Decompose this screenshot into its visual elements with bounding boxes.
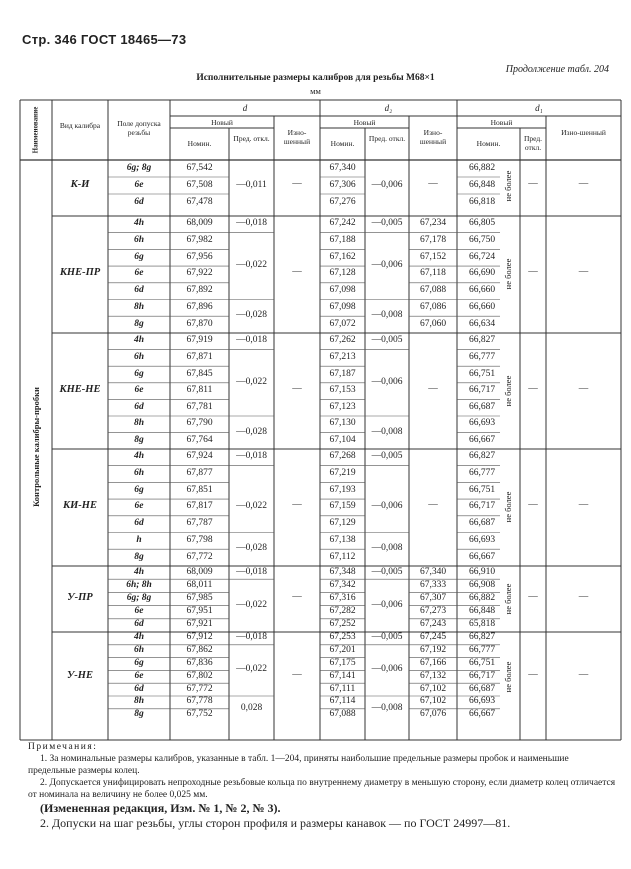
d1-new-header: Новый: [490, 118, 513, 127]
ne-bolee-label: не более: [502, 170, 513, 201]
d-worn-dash: —: [292, 267, 302, 278]
d-nominal: 67,892: [186, 285, 213, 296]
d-worn-dash: —: [292, 669, 302, 680]
tolerance-field: 6d: [134, 683, 144, 694]
d2-worn: 67,102: [419, 696, 447, 707]
d2-nominal: 67,188: [329, 235, 356, 246]
tolerance-field: 6d: [134, 401, 144, 412]
d-nominal: 67,922: [186, 268, 213, 279]
column-d1-header: d₁: [535, 103, 543, 113]
d2-worn-header: Изно-шенный: [419, 128, 447, 146]
table-continuation: Продолжение табл. 204: [505, 64, 609, 75]
d2-nominal: 67,282: [329, 606, 356, 617]
tolerance-field: 6g; 8g: [126, 593, 152, 603]
d-nominal: 67,985: [186, 593, 213, 603]
d2-worn: 67,243: [419, 619, 447, 630]
d2-worn-dash: —: [428, 384, 438, 395]
d1-nominal: 66,827: [468, 451, 496, 462]
d1-nominal: 66,724: [468, 251, 496, 262]
page-header: Стр. 346 ГОСТ 18465—73: [22, 32, 187, 47]
d2-worn: 67,234: [419, 218, 447, 229]
d-worn-dash: —: [292, 178, 302, 189]
d2-nominal: 67,088: [329, 709, 356, 720]
d-nominal: 68,009: [186, 218, 213, 229]
gauge-name: У-НЕ: [67, 669, 93, 681]
notes: [28, 741, 618, 831]
d1-nominal: 66,693: [468, 418, 496, 429]
deviation-value: —0,018: [236, 451, 267, 462]
gauge-name: КНЕ-НЕ: [59, 384, 101, 396]
deviation-value: —0,028: [236, 543, 267, 554]
d2-nominal: 67,348: [329, 566, 356, 577]
d1-nominal: 66,827: [468, 335, 496, 346]
tolerance-field: h: [136, 534, 142, 545]
gauge-name: КНЕ-ПР: [59, 267, 101, 279]
tolerance-field: 8h: [133, 418, 145, 429]
d2-nominal: 67,252: [329, 619, 356, 630]
deviation-value: —0,005: [371, 566, 403, 577]
d2-worn-dash: —: [428, 500, 438, 511]
d2-worn: 67,060: [419, 318, 447, 329]
deviation-value: —0,005: [371, 451, 403, 462]
d2-worn: 67,192: [419, 645, 447, 656]
tolerance-field: 4h: [133, 632, 145, 643]
note-1: 1. За номинальные размеры калибров, указанные в табл. 1—204, приняты наибольшие предельные размеры пробок и наименьшие предельные размеры колец.: [28, 754, 569, 776]
d2-nominal: 67,128: [329, 268, 356, 279]
d-nominal: 67,781: [186, 401, 213, 412]
deviation-value: —0,006: [371, 501, 403, 512]
table-title: Исполнительные размеры калибров для резьбы М68×1: [196, 73, 435, 83]
d1-nominal: 66,777: [468, 645, 496, 656]
d2-worn: 67,340: [419, 566, 447, 577]
deviation-value: —0,005: [371, 632, 403, 643]
d-nominal: 67,508: [186, 179, 213, 190]
note-2: 2. Допускается унифицировать непроходные резьбовые кольца по внутреннему диаметру в меньшую сторону, если диаметр колец отличается от номинала на величину не более 0,025 мм.: [28, 778, 616, 800]
tolerance-field: 6h; 8h: [126, 579, 152, 590]
d-nominal: 67,478: [186, 196, 213, 207]
deviation-value: —0,022: [236, 376, 267, 387]
d2-worn-dash: —: [428, 178, 438, 189]
d1-nominal: 66,687: [468, 401, 496, 412]
tolerance-field: 6d: [134, 196, 144, 207]
d2-nominal: 67,316: [329, 593, 356, 603]
deviation-value: —0,008: [371, 310, 403, 321]
d2-nominal: 67,072: [329, 318, 356, 329]
deviation-value: —0,011: [236, 179, 267, 190]
d1-nominal: 66,910: [468, 566, 496, 577]
d2-worn: 67,076: [419, 709, 447, 720]
d-nominal: 67,919: [186, 335, 213, 346]
deviation-value: —0,008: [371, 543, 403, 554]
table-unit: мм: [310, 86, 321, 96]
d2-nominal: 67,129: [329, 518, 356, 529]
d2-nominal: 67,098: [329, 285, 356, 296]
d2-nominal: 67,306: [329, 179, 356, 190]
d2-worn: 67,178: [419, 235, 447, 246]
d-nominal: 67,877: [186, 468, 213, 479]
d2-nominal: 67,111: [329, 683, 356, 694]
d2-nominal: 67,162: [329, 251, 356, 262]
tolerance-field: 6g: [134, 368, 144, 379]
d1-nominal: 66,827: [468, 632, 496, 643]
d2-nominal: 67,098: [329, 301, 356, 312]
d-worn-dash: —: [292, 384, 302, 395]
d2-nominal: 67,193: [329, 484, 356, 495]
d-nominal: 67,870: [186, 318, 213, 329]
deviation-value: —0,022: [236, 599, 267, 610]
d-nominal: 67,542: [186, 162, 213, 173]
d-nominal: 67,921: [186, 619, 213, 630]
note-3: 2. Допуски на шаг резьбы, углы сторон профиля и размеры канавок — по ГОСТ 24997—81.: [40, 816, 511, 830]
d1-pred-dash: —: [528, 592, 538, 602]
ne-bolee-label: не более: [502, 492, 513, 523]
tolerance-field: 6e: [134, 501, 144, 512]
d-new-header: Новый: [211, 118, 233, 127]
d1-nominal: 66,634: [468, 318, 496, 329]
ne-bolee-label: не более: [502, 661, 513, 693]
d2-worn: 67,273: [419, 606, 447, 617]
tolerance-field: 8g: [134, 709, 144, 720]
d2-nominal: 67,130: [329, 418, 356, 429]
d2-nominal: 67,262: [329, 335, 356, 346]
d2-worn: 67,088: [419, 285, 447, 296]
d1-nominal: 66,687: [468, 683, 496, 694]
d1-nominal: 66,848: [468, 606, 496, 617]
d-nominal: 67,764: [186, 434, 213, 445]
tolerance-field: 8g: [134, 434, 144, 445]
d1-pred-header: Пред. откл.: [523, 134, 543, 152]
column-group-header: Наименование: [31, 106, 40, 154]
d1-nominal: 66,717: [468, 385, 496, 396]
d1-nominal: 66,750: [468, 235, 496, 246]
d2-nominal: 67,201: [329, 645, 356, 656]
d-nominal: 67,951: [186, 606, 213, 617]
d2-worn: 67,132: [419, 670, 447, 681]
deviation-value: —0,006: [371, 599, 403, 610]
d2-nominal: 67,153: [329, 385, 356, 396]
d2-nominal: 67,123: [329, 401, 356, 412]
d1-worn-dash: —: [578, 384, 589, 395]
tolerance-field: 6h: [133, 645, 145, 656]
d2-worn: 67,118: [420, 268, 446, 279]
tolerance-field: 6g: [134, 251, 144, 262]
deviation-value: —0,022: [236, 501, 267, 512]
tolerance-field: 6e: [134, 268, 144, 279]
d1-nominal: 65,818: [468, 619, 496, 630]
gauge-name: КИ-НЕ: [63, 500, 97, 512]
d2-worn: 67,086: [419, 301, 447, 312]
tolerance-field: 6d: [134, 285, 144, 296]
d2-nominal: 67,268: [329, 451, 356, 462]
d-nominal: 67,924: [186, 451, 213, 462]
d1-nominal: 66,693: [468, 696, 496, 707]
d-nominal: 67,811: [186, 385, 213, 396]
column-d-header: d: [242, 103, 248, 113]
d-nominal: 67,790: [186, 418, 213, 429]
d1-worn-dash: —: [578, 592, 589, 602]
d2-nominal: 67,104: [329, 434, 356, 445]
notes-heading: Примечания:: [28, 742, 98, 752]
d2-worn: 67,245: [419, 632, 447, 643]
deviation-value: —0,006: [371, 179, 403, 190]
d1-nominal: 66,660: [468, 285, 496, 296]
deviation-value: —0,028: [236, 426, 267, 437]
tolerance-field: 8h: [133, 301, 145, 312]
tolerance-field: 6d: [134, 518, 144, 529]
d-worn-dash: —: [292, 592, 302, 602]
d1-nominal: 66,818: [468, 196, 496, 207]
deviation-value: —0,018: [236, 335, 267, 346]
d-worn-dash: —: [292, 500, 302, 511]
d1-nominal: 66,882: [468, 162, 496, 173]
deviation-value: —0,008: [371, 426, 403, 437]
d-nominal: 67,787: [186, 518, 213, 529]
deviation-value: —0,005: [371, 218, 403, 229]
d2-nominal: 67,242: [329, 218, 356, 229]
d1-nominal: 66,693: [468, 534, 496, 545]
tolerance-field: 4h: [133, 218, 145, 229]
d1-worn-dash: —: [578, 267, 589, 278]
tolerance-field: 6e: [134, 670, 144, 681]
d1-nominal: 66,660: [468, 301, 496, 312]
deviation-value: —0,006: [371, 376, 403, 387]
tolerance-field: 6g: [134, 484, 144, 495]
d-nominal: 67,845: [186, 368, 213, 379]
d2-worn: 67,333: [419, 579, 447, 590]
d2-new-header: Новый: [353, 118, 376, 127]
d-nominal: 67,956: [186, 251, 213, 262]
d1-nominal: 66,777: [468, 468, 496, 479]
d-nominal: 67,912: [186, 632, 213, 643]
deviation-value: —0,018: [236, 566, 267, 577]
d2-nominal: 67,276: [329, 196, 356, 207]
d-nominal: 67,772: [186, 551, 213, 562]
d2-nominal: 67,187: [329, 368, 356, 379]
d2-nominal: 67,213: [329, 351, 356, 362]
d-nominal: 67,798: [186, 534, 213, 545]
d1-pred-dash: —: [528, 669, 538, 680]
d1-nominal: 66,882: [468, 593, 496, 603]
d2-nominal: 67,340: [329, 162, 356, 173]
d1-nominal: 66,717: [468, 501, 496, 512]
d1-nominal: 66,687: [468, 518, 496, 529]
d2-worn: 67,166: [419, 658, 447, 668]
d-pred-header: Пред. откл.: [233, 134, 270, 143]
d2-pred-header: Пред. откл.: [368, 134, 406, 143]
d-worn-header: Изно-шенный: [283, 128, 311, 146]
deviation-value: —0,018: [236, 632, 267, 643]
d1-pred-dash: —: [528, 384, 538, 395]
d2-nominal: 67,175: [329, 658, 356, 668]
d-nominal: 67,778: [186, 696, 213, 707]
d1-worn-dash: —: [578, 669, 589, 680]
d-nominal: 67,982: [186, 235, 213, 246]
d2-nominal: 67,141: [329, 670, 356, 681]
edition-note: (Измененная редакция, Изм. № 1, № 2, № 3).: [40, 801, 281, 815]
deviation-value: 0,028: [240, 702, 263, 713]
d1-worn-dash: —: [578, 178, 589, 189]
tolerance-field: 6d: [134, 619, 144, 630]
d1-nominal: 66,667: [468, 551, 496, 562]
gauge-name: У-ПР: [67, 592, 93, 603]
d1-worn-header: Изно-шенный: [561, 128, 606, 137]
column-tolerance-header: Поле допуска резьбы: [117, 119, 161, 137]
d-nominal: 68,009: [186, 566, 213, 577]
d-nominal: 67,836: [186, 658, 213, 668]
deviation-value: —0,006: [371, 260, 403, 271]
tolerance-field: 8g: [134, 551, 144, 562]
d1-nominal: 66,777: [468, 351, 496, 362]
tolerance-field: 4h: [133, 451, 145, 462]
d2-worn: 67,307: [419, 593, 447, 603]
d2-nominal: 67,219: [329, 468, 356, 479]
tolerance-field: 6e: [134, 385, 144, 396]
deviation-value: —0,005: [371, 335, 403, 346]
tolerance-field: 4h: [133, 335, 145, 346]
deviation-value: —0,008: [371, 702, 403, 713]
ne-bolee-label: не более: [502, 375, 513, 407]
tolerance-field: 6g: [134, 658, 144, 668]
tolerance-field: 6h: [133, 351, 145, 362]
deviation-value: —0,006: [371, 664, 403, 675]
d1-nominal: 66,751: [468, 484, 496, 495]
d2-nominal: 67,112: [329, 551, 356, 562]
tolerance-field: 4h: [133, 566, 145, 577]
d1-worn-dash: —: [578, 500, 589, 511]
d2-worn: 67,102: [419, 683, 447, 694]
d-nominal: 67,772: [186, 683, 213, 694]
d2-nominal: 67,114: [329, 696, 356, 707]
d2-nominal: 67,138: [329, 534, 356, 545]
d1-nom-header: Номин.: [476, 139, 501, 148]
d1-nominal: 66,667: [468, 434, 496, 445]
d-nominal: 67,896: [186, 301, 213, 312]
deviation-value: —0,018: [236, 218, 267, 229]
column-d2-header: d₂: [384, 103, 393, 113]
deviation-value: —0,022: [236, 664, 267, 675]
d1-nominal: 66,717: [468, 670, 496, 681]
tolerance-field: 6h: [133, 235, 145, 246]
d1-pred-dash: —: [528, 178, 538, 189]
ne-bolee-label: не более: [502, 583, 513, 615]
d1-pred-dash: —: [528, 500, 538, 511]
tolerance-field: 6g; 8g: [126, 162, 152, 173]
d-nom-header: Номин.: [187, 139, 212, 148]
d-nominal: 67,862: [186, 645, 213, 656]
d2-worn: 67,152: [419, 251, 447, 262]
d-nominal: 67,802: [186, 670, 213, 681]
d1-nominal: 66,751: [468, 658, 496, 668]
tolerance-field: 6e: [134, 606, 144, 617]
d-nominal: 68,011: [186, 579, 213, 590]
column-kind-header: Вид калибра: [59, 121, 101, 130]
group-label: Контрольные калибры-пробки: [30, 387, 41, 507]
d-nominal: 67,752: [186, 709, 213, 720]
d1-nominal: 66,848: [468, 179, 496, 190]
gauge-name: К-И: [70, 178, 90, 190]
tolerance-field: 8h: [133, 696, 145, 707]
tolerance-field: 6h: [133, 468, 145, 479]
d1-nominal: 66,690: [468, 268, 496, 279]
d2-nom-header: Номин.: [330, 139, 355, 148]
tolerance-field: 8g: [134, 318, 144, 329]
deviation-value: —0,022: [236, 260, 267, 271]
d1-nominal: 66,908: [468, 579, 496, 590]
ne-bolee-label: не более: [502, 259, 513, 290]
d-nominal: 67,871: [186, 351, 213, 362]
d-nominal: 67,817: [186, 501, 213, 512]
d2-nominal: 67,253: [329, 632, 356, 643]
d1-nominal: 66,751: [468, 368, 496, 379]
d1-nominal: 66,805: [468, 218, 496, 229]
d2-nominal: 67,159: [329, 501, 356, 512]
tolerance-field: 6e: [134, 179, 144, 190]
d1-nominal: 66,667: [468, 709, 496, 720]
d1-pred-dash: —: [528, 267, 538, 278]
deviation-value: —0,028: [236, 310, 267, 321]
d2-nominal: 67,342: [329, 579, 356, 590]
d-nominal: 67,851: [186, 484, 213, 495]
